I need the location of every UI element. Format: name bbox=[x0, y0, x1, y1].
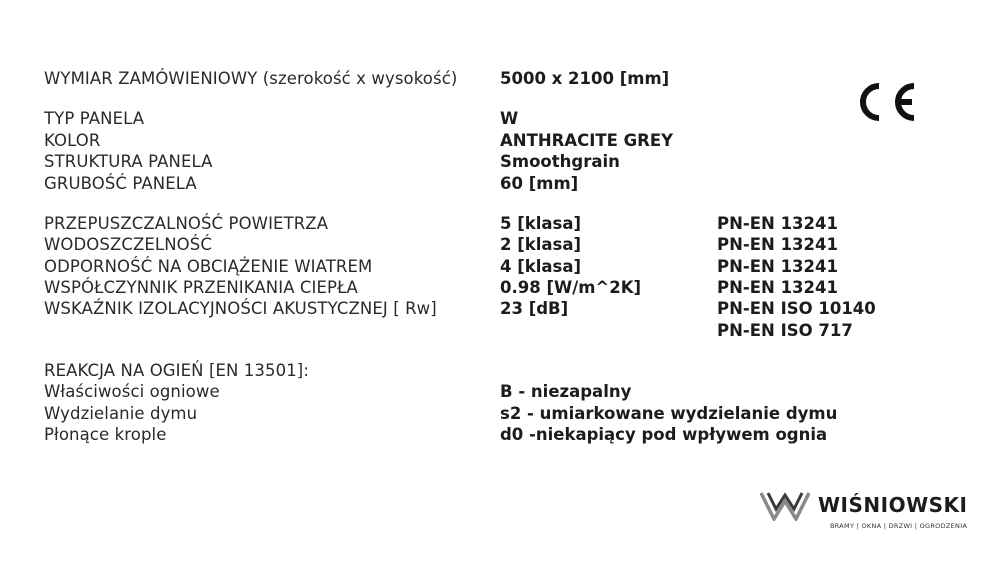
spec-label: WYMIAR ZAMÓWIENIOWY (szerokość x wysokość) bbox=[44, 69, 458, 88]
spec-standard: PN-EN ISO 717 bbox=[717, 321, 853, 340]
spec-value: d0 -niekapiący pod wpływem ognia bbox=[500, 425, 828, 444]
spec-label: KOLOR bbox=[44, 131, 101, 150]
spec-label: Właściwości ogniowe bbox=[44, 382, 220, 401]
spec-value: 60 [mm] bbox=[500, 174, 579, 193]
spec-standard: PN-EN 13241 bbox=[717, 278, 838, 297]
spec-value: ANTHRACITE GREY bbox=[500, 131, 674, 150]
spec-standard: PN-EN 13241 bbox=[717, 214, 838, 233]
fire-row-properties bbox=[0, 381, 1000, 403]
spec-standard: PN-EN 13241 bbox=[717, 235, 838, 254]
spec-row-acoustic bbox=[0, 298, 1000, 320]
spec-value: 5000 x 2100 [mm] bbox=[500, 69, 670, 88]
spec-row-thickness bbox=[0, 173, 1000, 195]
spec-label: Płonące krople bbox=[44, 425, 167, 444]
spec-label: GRUBOŚĆ PANELA bbox=[44, 174, 197, 193]
spec-label: WODOSZCZELNOŚĆ bbox=[44, 235, 212, 254]
spec-label: Wydzielanie dymu bbox=[44, 404, 198, 423]
spec-value: W bbox=[500, 109, 519, 128]
spec-value: s2 - umiarkowane wydzielanie dymu bbox=[500, 404, 838, 423]
spec-row-structure bbox=[0, 151, 1000, 173]
spec-standard: PN-EN ISO 10140 bbox=[717, 299, 876, 318]
spec-row-air-permeability bbox=[0, 213, 1000, 235]
spec-row-wind-load bbox=[0, 256, 1000, 278]
spec-standard: PN-EN 13241 bbox=[717, 257, 838, 276]
spec-value: 4 [klasa] bbox=[500, 257, 582, 276]
spec-label: ODPORNOŚĆ NA OBCIĄŻENIE WIATREM bbox=[44, 257, 373, 276]
brand-tagline: BRAMY | OKNA | DRZWI | OGRODZENIA bbox=[830, 522, 968, 530]
spec-value: 0.98 [W/m^2K] bbox=[500, 278, 642, 297]
spec-label: PRZEPUSZCZALNOŚĆ POWIETRZA bbox=[44, 214, 329, 233]
spec-value: 23 [dB] bbox=[500, 299, 569, 318]
brand-logo bbox=[760, 487, 982, 535]
spec-label: TYP PANELA bbox=[44, 109, 145, 128]
spec-row-color bbox=[0, 130, 1000, 152]
spec-label: STRUKTURA PANELA bbox=[44, 152, 213, 171]
spec-label: WSKAŹNIK IZOLACYJNOŚCI AKUSTYCZNEJ [ Rw] bbox=[44, 299, 437, 318]
fire-heading-label: REAKCJA NA OGIEŃ [EN 13501]: bbox=[44, 361, 309, 380]
spec-row-thermal bbox=[0, 277, 1000, 299]
brand-logo-icon bbox=[760, 489, 810, 521]
fire-heading bbox=[0, 360, 1000, 382]
spec-value: Smoothgrain bbox=[500, 152, 620, 171]
fire-row-droplets bbox=[0, 424, 1000, 446]
spec-value: B - niezapalny bbox=[500, 382, 632, 401]
spec-label: WSPÓŁCZYNNIK PRZENIKANIA CIEPŁA bbox=[44, 278, 358, 297]
fire-row-smoke bbox=[0, 403, 1000, 425]
brand-name: WIŚNIOWSKI bbox=[818, 493, 968, 517]
spec-value: 2 [klasa] bbox=[500, 235, 582, 254]
spec-row-water-tightness bbox=[0, 234, 1000, 256]
spec-value: 5 [klasa] bbox=[500, 214, 582, 233]
ce-mark-icon bbox=[850, 80, 918, 124]
spec-row-acoustic-extra bbox=[0, 320, 1000, 342]
